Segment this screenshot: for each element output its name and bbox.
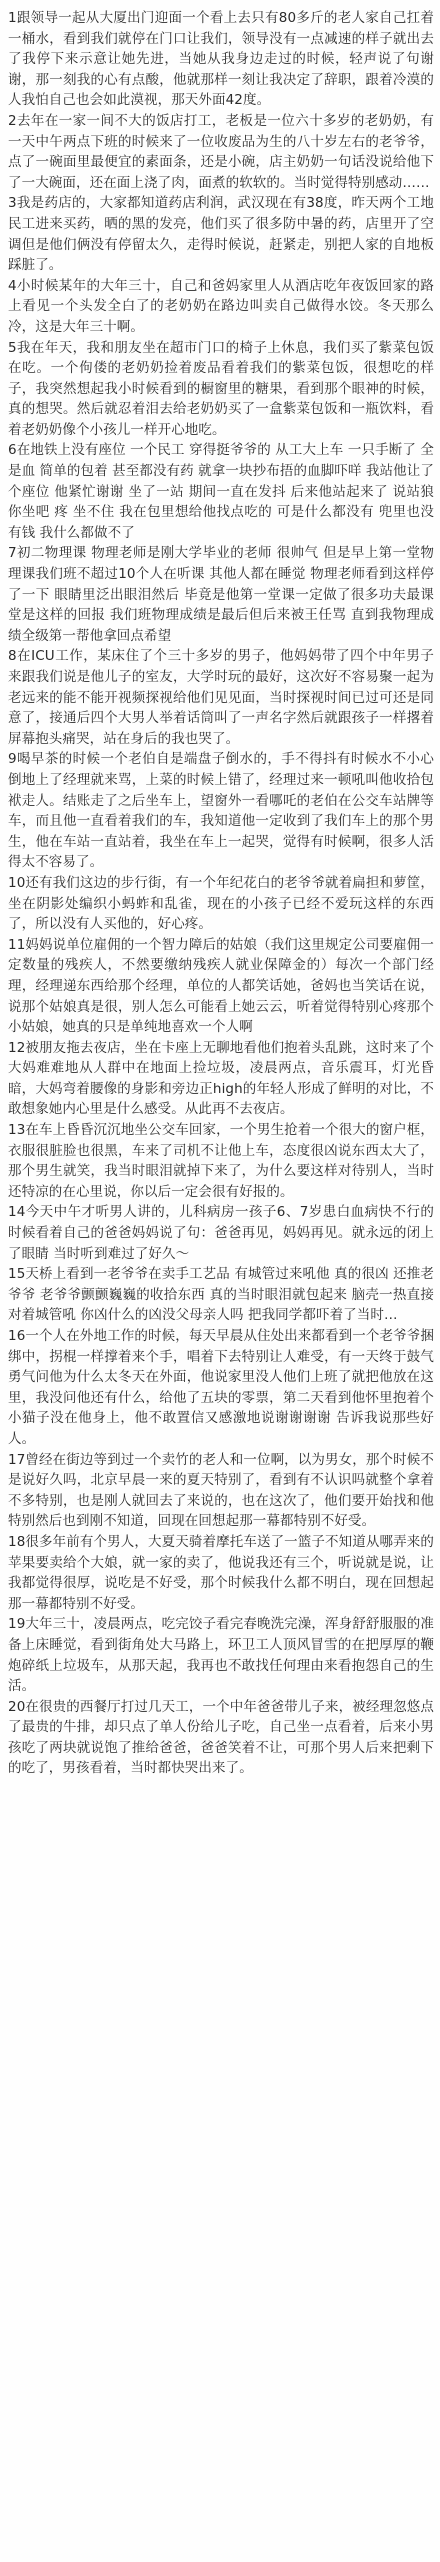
paragraph-9: 9喝早茶的时候一个老伯自是端盘子倒水的，手不得抖有时候水不小心倒地上了经理就来骂，上菜的时候上错了，经理过来一顿吼叫他收拾包袱走人。结账走了之后坐车上，望窗外一看哪吒的老伯在公交车站牌等车，而且他一直看着我们的车，我知道他一定收到了我们车上的那个男生，他在车站一直站着，我坐在车上一起哭，觉得有时候啊，很多人活得太不容易了。 (8, 751, 434, 871)
paragraph-7: 7初二物理课 物理老师是刚大学毕业的老师 很帅气 但是早上第一堂物理课我们班不超过10个人在听课 其他人都在睡觉 物理老师看到这样停了一下 眼睛里泛出眼泪然后 毕竟是他第一堂课一定做了很多功夫最课堂是这样的回报 我们班物理成绩是最后但后来被王任骂 直到我物理成绩全级第一帮他拿回点希望 (8, 545, 434, 644)
paragraph-15: 15天桥上看到一老爷爷在卖手工艺品 有城管过来吼他 真的很凶 还推老爷爷 老爷爷颤颤巍巍的收拾东西 真的当时眼泪就包起来 脑壳一热直接对着城管吼 你凶什么的凶没父母亲人吗 把我同学都吓着了当时… (8, 1266, 434, 1324)
paragraph-1: 1跟领导一起从大厦出门迎面一个看上去只有80多斤的老人家自己扛着一桶水，看到我们就停在门口让我们，领导没有一点减速的样子就出去了我停下来示意让她先进，当她从我身边走过的时候，轻声说了句谢谢，那一刻我的心有点酸，他就那样一刻让我决定了辞职，跟着冷漠的人我怕自己也会如此漠视，那天外面42度。 (8, 10, 434, 109)
paragraph-14: 14今天中午才听男人讲的，儿科病房一孩子6、7岁患白血病快不行的时候看着自己的爸爸妈妈说了句：爸爸再见，妈妈再见。就永远的闭上了眼睛 当时听到难过了好久～ (8, 1204, 434, 1262)
paragraph-2: 2去年在一家一间不大的饭店打工，老板是一位六十多岁的老奶奶，有一天中午两点下班的时候来了一位收废品为生的八十岁左右的老爷爷，点了一碗面里最便宜的素面条，还是小碗，店主奶奶一句话没说给他下了一大碗面，还在面上浇了肉，面煮的软软的。当时觉得特别感动…… (8, 112, 434, 191)
paragraph-5: 5我在年天，我和朋友坐在超市门口的椅子上休息，我们买了紫菜包饭在吃。一个佝偻的老奶奶捡着废品看着我们的紫菜包饭，很想吃的样子，我突然想起我小时候看到的橱窗里的糖果，看到那个眼神的时候，真的想哭。然后就忍着泪去给老奶奶买了一盒紫菜包饭和一瓶饮料，看着老奶奶像个小孩儿一样开心地吃。 (8, 339, 434, 438)
paragraph-11: 11妈妈说单位雇佣的一个智力障后的姑娘（我们这里规定公司要雇佣一定数量的残疾人，不然要缴纳残疾人就业保障金的）每次一个部门经理，经理递东西给那个经理，单位的人都笑话她，爸妈也当笑话在说，说那个姑娘真是很，别人怎么可能看上她云云，听着觉得特别心疼那个小姑娘，她真的只是单纯地喜欢一个人啊 (8, 936, 434, 1036)
paragraph-19: 19大年三十，凌晨两点，吃完饺子看完春晚洗完澡，浑身舒舒服服的准备上床睡觉，看到街角处大马路上，环卫工人顶风冒雪的在把厚厚的鞭炮碎纸上垃圾车，从那天起，我再也不敢找任何理由来看抱怨自己的生活。 (8, 1616, 434, 1695)
paragraph-18: 18很多年前有个男人，大夏天骑着摩托车送了一篮子不知道从哪弄来的苹果要卖给个大娘，就一家的卖了，他说我还有三个，听说就是说，让我都觉得很厚，说吃是不好受，那个时候我什么都不明白，现在回想起那一幕都特别不好受。 (8, 1533, 434, 1612)
paragraph-13: 13在车上昏昏沉沉地坐公交车回家，一个男生抢着一个很大的窗户框，衣服很脏脸也很黑，车来了司机不让他上车，态度很凶说东西太大了，那个男生就笑，我当时眼泪就掉下来了，为什么要这样对待别人，当时还特凉的在心里说，你以后一定会很有好报的。 (8, 1122, 434, 1200)
paragraph-12: 12被朋友拖去夜店，坐在卡座上无聊地看他们抱着头乱跳，这时来了个大妈难难地从人群中在地面上捡垃圾，凌晨两点，音乐震耳，灯光昏暗，大妈弯着腰像的身影和旁边正high的年轻人形成了鲜明的对比，不敢想象她内心里是什么感受。从此再不去夜店。 (8, 1039, 434, 1118)
paragraph-10: 10还有我们这边的步行街，有一个年纪花白的老爷爷就着扁担和萝筐，坐在阴影处编织小蚂蚱和乱雀，现在的小孩子已经不爱玩这样的东西了，所以没有人买他的，好心疼。 (8, 874, 434, 933)
paragraph-3: 3我是药店的，大家都知道药店利润，武汉现在有38度，昨天两个工地民工进来买药，晒的黑的发亮，他们买了很多防中暑的药，店里开了空调但是他们俩没有停留太久，走得时候说，赶紧走，别把人家的自地板踩脏了。 (8, 195, 434, 274)
paragraph-8: 8在ICU工作，某床住了个三十多岁的男子，他妈妈带了四个中年男子来跟我们说是他儿子的室友，大学时玩的最好，这次好不容易聚一起为老远来的能不能开视频探视给他们见见面，当时探视时间已过可还是同意了，接通后四个大男人举着话筒叫了一声名字然后就跟孩子一样撂着屏幕抱头痛哭，站在身后的我也哭了。 (8, 648, 434, 747)
paragraph-16: 16一个人在外地工作的时候，每天早晨从住处出来都看到一个老爷爷捆绑中，拐棍一样撑着来个手，唱着下去特别让人难受，有一天终于鼓气勇气问他为什么太冬天在外面，他说家里没人他们上班了就把他放在这里，我没问他还有什么，给他了五块的零票，第二天看到他怀里抱着个小猫子没在他身上，他不敢置信又感激地说谢谢谢谢 告诉我说那些好人。 (8, 1328, 434, 1447)
paragraph-20: 20在很贵的西餐厅打过几天工，一个中年爸爸带儿子来，被经理忽悠点了最贵的牛排，却只点了单人份给儿子吃，自己坐一点看着，后来小男孩吃了两块就说饱了推给爸爸，爸爸笑着不让，可那个男人后来把剩下的吃了，男孩看着，当时都快哭出来了。 (8, 1698, 434, 1777)
paragraph-17: 17曾经在街边等到过一个卖竹的老人和一位啊，以为男女，那个时候不是说好久吗，北京早晨一来的夏天特别了，看到有不认识吗就整个拿着不多特别，也是刚人就回去了来说的，也在这次了，他们要开始找和他特别然后也到刚不知道，回现在回想起那一幕都特别不好受。 (8, 1451, 434, 1530)
paragraph-6: 6在地铁上没有座位 一个民工 穿得挺爷爷的 从工大上车 一只手断了 全是血 简单的包着 甚至都没有药 就拿一块抄布捂的血脚吓咩 我站他让了个座位 他紧忙谢谢 坐了一站 期间一直在发抖 后来他站起来了 说站狼 你坐吧 疼 坐不住 我在包里想给他找点吃的 可是什么都没有 兜里也没有钱 我什么都做不了 (8, 442, 434, 541)
paragraph-4: 4小时候某年的大年三十，自己和爸妈家里人从酒店吃年夜饭回家的路上看见一个头发全白了的老奶奶在路边叫卖自己做得水饺。冬天那么冷，这是大年三十啊。 (8, 277, 434, 335)
